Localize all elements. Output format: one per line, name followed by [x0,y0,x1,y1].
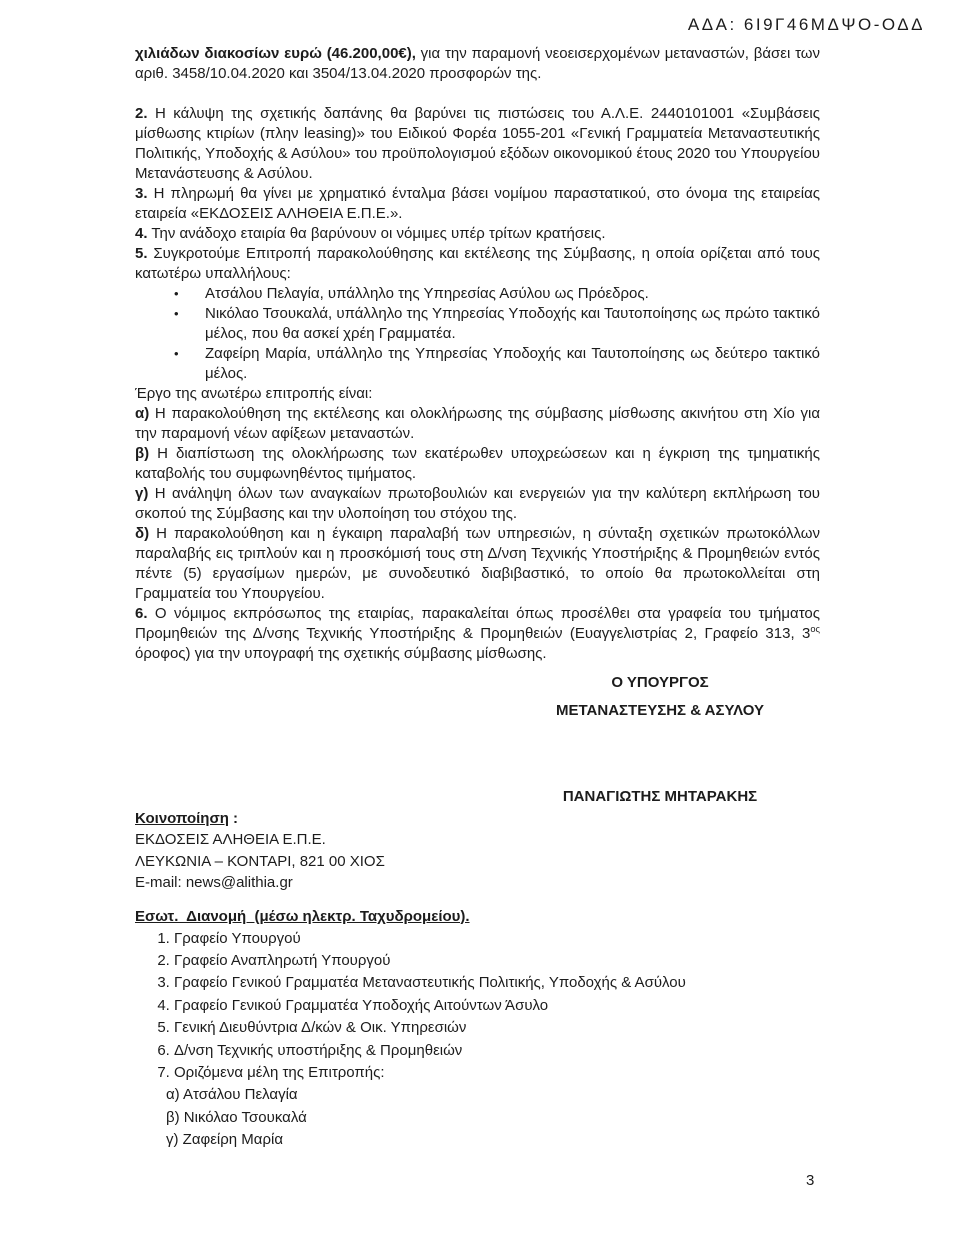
notification-heading-colon: : [228,810,239,827]
paragraph-amount: χιλιάδων διακοσίων ευρώ (46.200,00€), για την παραμονή νεοεισερχομένων μεταναστών, βάσει των αριθ. 3458/10.04.2020 και 3504/13.04.2020 προσφορών της. [135,45,820,82]
signature-ministry: ΜΕΤΑΝΑΣΤΕΥΣΗΣ & ΑΣΥΛΟΥ [555,702,764,719]
signature-title: Ο ΥΠΟΥΡΓΟΣ [611,674,709,691]
paragraph-6: 6. Ο νόμιμος εκπρόσωπος της εταιρίας, παρακαλείται όπως προσέλθει στα γραφεία του τμήματος Προμηθειών της Δ/νσης Τεχνικής Υποστήριξης & Προμηθειών (Ευαγγελιστρίας 2, Γραφείο 313, $3^{o\varsigma}$ όροφος) για την υπογραφή της σχετικής σύμβασης μίσθωσης. [135,605,820,662]
recipient-company: ΕΚΔΟΣΕΙΣ ΑΛΗΘΕΙΑ Ε.Π.Ε. [135,831,326,848]
appointed-member-a: α) Ατσάλου Πελαγία [166,1086,298,1104]
task-d: δ) Η παρακολούθηση και η έγκαιρη παραλαβή των υπηρεσιών, η σύνταξη σχετικών πρωτοκόλλων παραλαβής εις τριπλούν και η προσκόμισή τους στη Δ/νση Τεχνικής Υποστήριξης & Προμηθειών εντός πέντε (5) εργασίμων ημερών, με συνοδευτικό διαβιβαστικό, το οποίο θα πρωτοκολλείται στη Γραμματεία του Υπουργείου. [135,525,820,602]
document-body [135,44,820,1152]
task-b: β) Η διαπίστωση της ολοκλήρωσης των εκατέρωθεν υποχρεώσεων και η έγκριση της τμηματικής καταβολής του συμφωνηθέντος τιμήματος. [135,445,820,482]
paragraph-5: 5. Συγκροτούμε Επιτροπή παρακολούθησης και εκτέλεσης της Σύμβασης, η οποία ορίζεται από τους κατωτέρω υπαλλήλους: [135,245,820,282]
internal-distribution-item: 2. Γραφείο Αναπληρωτή Υπουργού [174,950,820,972]
appointed-member-c: γ) Ζαφείρη Μαρία [166,1131,283,1149]
internal-distribution-item: 1. Γραφείο Υπουργού [174,928,820,950]
paragraph-2: 2. Η κάλυψη της σχετικής δαπάνης θα βαρύνει τις πιστώσεις του Α.Λ.Ε. 2440101001 «Συμβάσεις μίσθωσης κτιρίων (πλην leasing)» του Ειδικού Φορέα 1055-201 «Γενική Γραμματεία Μεταναστευτικής Πολιτικής, Υποδοχής & Ασύλου» του προϋπολογισμού εξόδων οικονομικού έτους 2020 του Υπουργείου Μετανάστευσης & Ασύλου. [135,105,820,182]
notification-heading [135,809,820,829]
internal-distribution-heading: Εσωτ. Διανομή (μέσω ηλεκτρ. Ταχυδρομείου). [135,907,470,925]
internal-distribution-item: 5. Γενική Διευθύντρια Δ/κών & Οικ. Υπηρεσιών [174,1017,820,1039]
committee-member-item: • Ατσάλου Πελαγία, υπάλληλο της Υπηρεσίας Ασύλου ως Πρόεδρος. [205,284,820,304]
internal-distribution-list [135,928,820,1085]
ada-code: ΑΔΑ: 6Ι9Γ46ΜΔΨΟ-ΟΔΔ [687,15,925,34]
notification-recipient [135,829,820,894]
task-a: α) Η παρακολούθηση της εκτέλεσης και ολοκλήρωσης της σύμβασης μίσθωσης ακινήτου στη Χίο για την παραμονή νέων αφίξεων μεταναστών. [135,405,820,442]
internal-distribution-item: 7. Οριζόμενα μέλη της Επιτροπής: [174,1062,820,1084]
paragraph-3: 3. Η πληρωμή θα γίνει με χρηματικό ένταλμα βάσει νομίμου παραστατικού, στο όνομα της εταιρείας εταιρεία «ΕΚΔΟΣΕΙΣ ΑΛΗΘΕΙΑ Ε.Π.Ε.». [135,185,820,222]
signature-block [480,673,840,807]
paragraph-4: 4. Την ανάδοχο εταιρία θα βαρύνουν οι νόμιμες υπέρ τρίτων κρατήσεις. [135,225,606,242]
recipient-address: ΛΕΥΚΩΝΙΑ – ΚΟΝΤΑΡΙ, 821 00 ΧΙΟΣ [135,852,385,870]
page-number: 3 [806,1172,815,1189]
committee-appointed-members [166,1084,820,1151]
committee-member-item: • Ζαφείρη Μαρία, υπάλληλο της Υπηρεσίας Υποδοχής και Ταυτοποίησης ως δεύτερο τακτικό μέλος. [205,344,820,384]
internal-distribution-item: 4. Γραφείο Γενικού Γραμματέα Υποδοχής Αιτούντων Άσυλο [174,995,820,1017]
recipient-email: E-mail: news@alithia.gr [135,874,293,891]
committee-tasks-intro: Έργο της ανωτέρω επιτροπής είναι: [135,385,373,402]
appointed-member-b: β) Νικόλαο Τσουκαλά [166,1108,307,1126]
internal-distribution-item: 3. Γραφείο Γενικού Γραμματέα Μεταναστευτικής Πολιτικής, Υποδοχής & Ασύλου [174,972,820,994]
committee-member-item: • Νικόλαο Τσουκαλά, υπάλληλο της Υπηρεσίας Υποδοχής και Ταυτοποίησης ως πρώτο τακτικό μέλος, που θα ασκεί χρέη Γραμματέα. [205,304,820,344]
task-c: γ) Η ανάληψη όλων των αναγκαίων πρωτοβουλιών και ενεργειών για την καλύτερη εκπλήρωση του σκοπού της Σύμβασης και την υλοποίηση του στόχου της. [135,485,820,522]
signature-name: ΠΑΝΑΓΙΩΤΗΣ ΜΗΤΑΡΑΚΗΣ [562,788,758,805]
committee-members-list [135,284,820,384]
notification-heading-word: Κοινοποίηση [135,810,229,827]
internal-distribution-item: 6. Δ/νση Τεχνικής υποστήριξης & Προμηθειών [174,1040,820,1062]
